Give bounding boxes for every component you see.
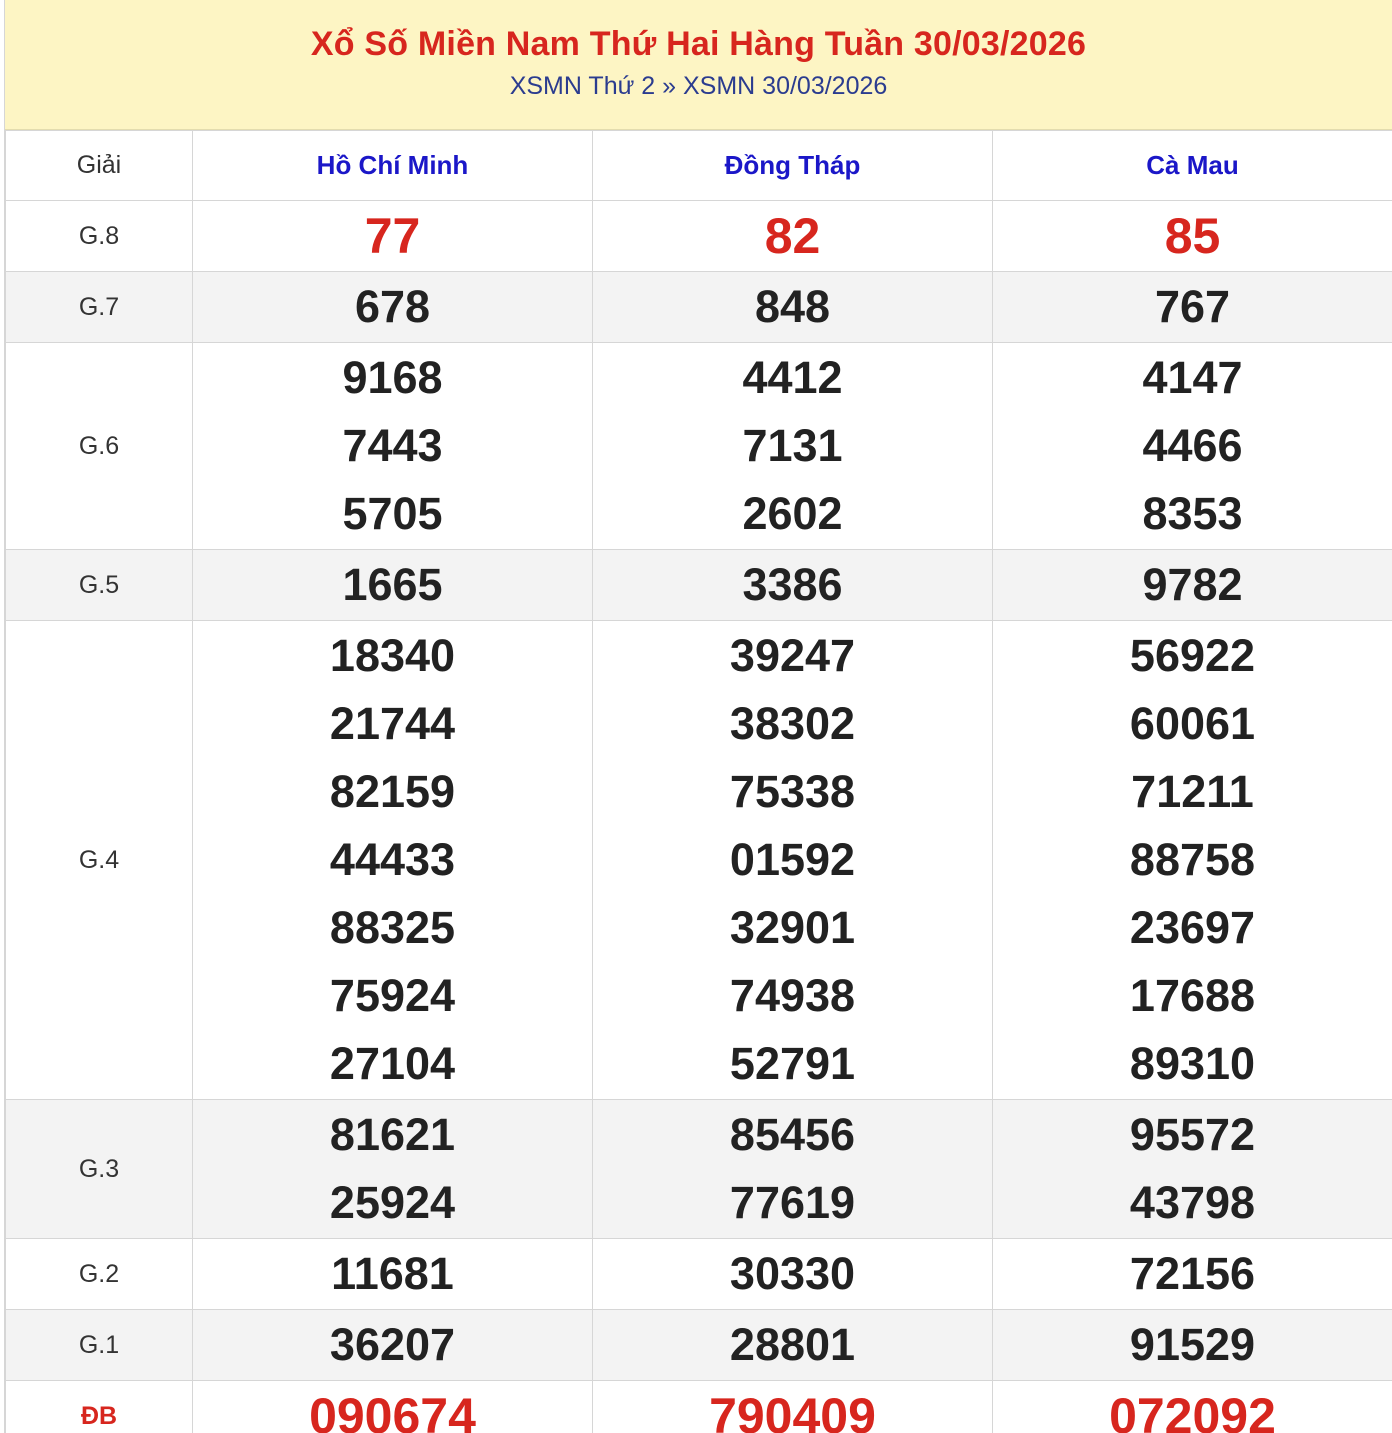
result-number: 74938 [729,970,856,1021]
result-number: 23697 [1129,902,1256,953]
province-header-ho-chi-minh[interactable]: Hồ Chí Minh [193,131,593,201]
breadcrumb-link-date[interactable]: XSMN 30/03/2026 [683,72,888,100]
result-number: 81621 [329,1109,456,1160]
result-number: 88325 [329,902,456,953]
result-number: 3386 [742,559,843,610]
result-number: 4466 [1142,420,1243,471]
result-number: 9782 [1142,559,1243,610]
result-number: 43798 [1129,1177,1256,1228]
result-cell [193,1310,593,1381]
result-number: 5705 [342,488,443,539]
table-row [6,550,1392,621]
prize-label: G.2 [6,1239,193,1310]
result-number: 75338 [729,766,856,817]
result-number: 82159 [329,766,456,817]
result-number: 36207 [329,1319,456,1370]
result-number: 767 [1154,281,1231,332]
result-number: 1665 [342,559,443,610]
result-number: 4412 [742,352,843,403]
result-number: 2602 [742,488,843,539]
prize-label: G.8 [6,201,193,272]
result-number: 89310 [1129,1038,1256,1089]
result-number: 82 [764,208,821,264]
result-number: 38302 [729,698,856,749]
result-number: 71211 [1131,766,1254,817]
results-panel [4,0,1392,1433]
province-header-dong-thap[interactable]: Đồng Tháp [593,131,993,201]
results-header [5,0,1392,130]
result-cell [993,201,1392,272]
result-number: 77619 [729,1177,856,1228]
result-cell [593,1310,993,1381]
result-cell [593,550,993,621]
result-number: 01592 [729,834,856,885]
result-number: 8353 [1142,488,1243,539]
table-row [6,621,1392,1100]
result-number: 85456 [729,1109,856,1160]
table-row [6,1239,1392,1310]
result-number: 072092 [1109,1388,1276,1433]
result-cell [593,621,993,1100]
prize-label: G.1 [6,1310,193,1381]
result-cell [993,1100,1392,1239]
result-number: 25924 [329,1177,456,1228]
result-number: 790409 [709,1388,876,1433]
prize-label: ĐB [6,1381,193,1433]
result-cell [993,1310,1392,1381]
result-cell [993,272,1392,343]
prize-label: G.6 [6,343,193,550]
result-number: 678 [354,281,431,332]
result-cell [193,1239,593,1310]
prize-column-header: Giải [6,131,193,201]
result-number: 39247 [729,630,856,681]
result-cell [193,343,593,550]
result-cell [993,343,1392,550]
result-number: 30330 [729,1248,856,1299]
result-number: 18340 [329,630,456,681]
result-number: 848 [754,281,831,332]
result-cell [593,1381,993,1433]
prize-label: G.4 [6,621,193,1100]
result-number: 72156 [1129,1248,1256,1299]
result-number: 9168 [342,352,443,403]
breadcrumb [5,70,1392,102]
result-cell [993,550,1392,621]
result-cell [993,1381,1392,1433]
result-cell [193,272,593,343]
result-number: 91529 [1129,1319,1256,1370]
result-number: 7131 [742,420,843,471]
province-header-ca-mau[interactable]: Cà Mau [993,131,1392,201]
result-number: 85 [1164,208,1221,264]
result-number: 28801 [729,1319,856,1370]
result-cell [193,1381,593,1433]
result-cell [993,1239,1392,1310]
result-number: 21744 [329,698,456,749]
result-number: 32901 [729,902,856,953]
result-number: 7443 [342,420,443,471]
prize-label: G.3 [6,1100,193,1239]
breadcrumb-separator: » [662,72,677,100]
table-row [6,272,1392,343]
result-cell [993,621,1392,1100]
table-row [6,1310,1392,1381]
result-number: 17688 [1129,970,1256,1021]
breadcrumb-link-weekday[interactable]: XSMN Thứ 2 [509,72,656,100]
table-row [6,343,1392,550]
result-number: 77 [364,208,421,264]
result-number: 56922 [1129,630,1256,681]
result-cell [593,1239,993,1310]
table-row [6,201,1392,272]
page-title: Xổ Số Miền Nam Thứ Hai Hàng Tuần 30/03/2026 [310,25,1087,63]
result-number: 4147 [1142,352,1243,403]
result-cell [593,272,993,343]
result-number: 60061 [1129,698,1256,749]
result-cell [193,1100,593,1239]
result-cell [593,343,993,550]
result-cell [593,1100,993,1239]
result-cell [593,201,993,272]
table-header-row [6,131,1392,201]
table-row [6,1100,1392,1239]
result-number: 95572 [1129,1109,1256,1160]
result-number: 27104 [329,1038,456,1089]
result-number: 52791 [729,1038,856,1089]
result-cell [193,621,593,1100]
result-number: 75924 [329,970,456,1021]
result-number: 44433 [329,834,456,885]
result-number: 11681 [331,1248,454,1299]
result-cell [193,550,593,621]
result-number: 88758 [1129,834,1256,885]
prize-label: G.7 [6,272,193,343]
result-cell [193,201,593,272]
prize-label: G.5 [6,550,193,621]
table-row [6,1381,1392,1433]
results-table [5,130,1392,1433]
result-number: 090674 [309,1388,476,1433]
